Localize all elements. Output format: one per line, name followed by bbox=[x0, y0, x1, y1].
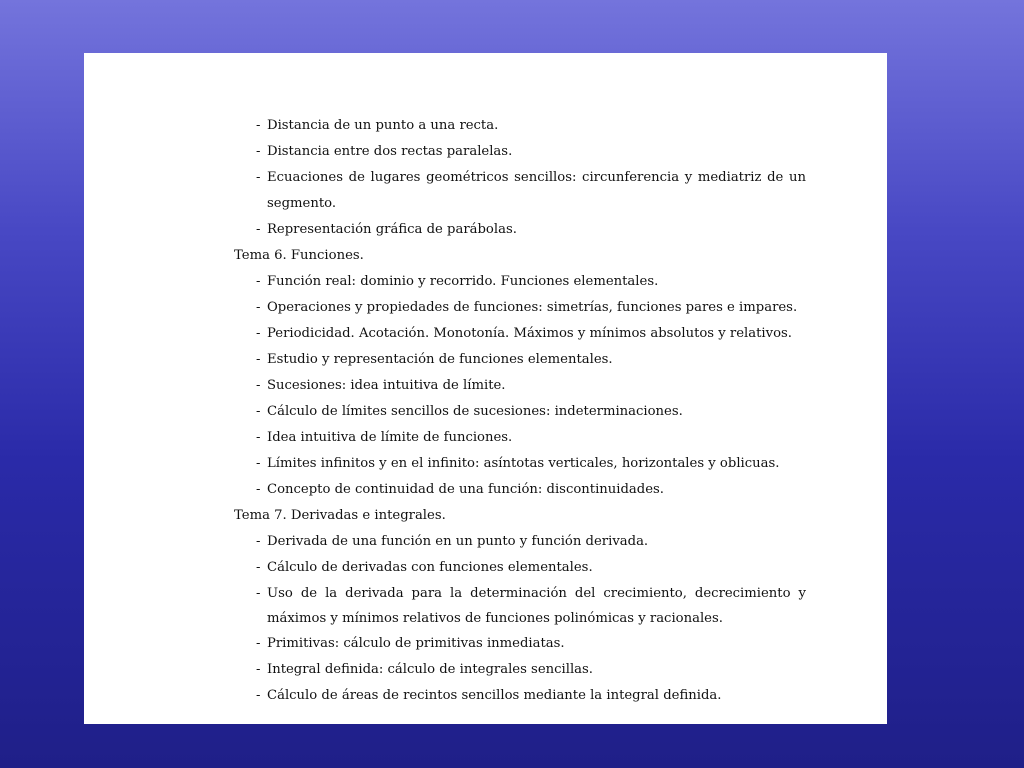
list-item: - Límites infinitos y en el infinito: asíntotas verticales, horizontales y oblicuas. bbox=[234, 451, 806, 477]
list-item: - Sucesiones: idea intuitiva de límite. bbox=[234, 373, 806, 399]
list-item: - Operaciones y propiedades de funciones: simetrías, funciones pares e impares. bbox=[234, 295, 806, 321]
list-item: - Primitivas: cálculo de primitivas inmediatas. bbox=[234, 631, 806, 657]
list-item: - Representación gráfica de parábolas. bbox=[234, 217, 806, 243]
list-item: - Derivada de una función en un punto y función derivada. bbox=[234, 529, 806, 555]
document-body bbox=[234, 113, 806, 709]
list-item: - Ecuaciones de lugares geométricos sencillos: circunferencia y mediatriz de un segmento. bbox=[234, 165, 806, 217]
topic-6-heading: Tema 6. Funciones. bbox=[234, 248, 364, 263]
list-item: - Distancia entre dos rectas paralelas. bbox=[234, 139, 806, 165]
list-item: - Concepto de continuidad de una función: discontinuidades. bbox=[234, 477, 806, 503]
list-item: - Periodicidad. Acotación. Monotonía. Máximos y mínimos absolutos y relativos. bbox=[234, 321, 806, 347]
list-item: - Estudio y representación de funciones elementales. bbox=[234, 347, 806, 373]
list-item: - Uso de la derivada para la determinación del crecimiento, decrecimiento y máximos y mínimos relativos de funciones polinómicas y racionales. bbox=[234, 581, 806, 631]
list-item: - Cálculo de límites sencillos de sucesiones: indeterminaciones. bbox=[234, 399, 806, 425]
list-item: - Función real: dominio y recorrido. Funciones elementales. bbox=[234, 269, 806, 295]
document-page bbox=[84, 53, 887, 724]
list-item: - Cálculo de derivadas con funciones elementales. bbox=[234, 555, 806, 581]
topic-7-heading: Tema 7. Derivadas e integrales. bbox=[234, 508, 446, 523]
list-item: - Idea intuitiva de límite de funciones. bbox=[234, 425, 806, 451]
list-item: - Distancia de un punto a una recta. bbox=[234, 113, 806, 139]
list-item: - Cálculo de áreas de recintos sencillos mediante la integral definida. bbox=[234, 683, 806, 709]
list-item: - Integral definida: cálculo de integrales sencillas. bbox=[234, 657, 806, 683]
